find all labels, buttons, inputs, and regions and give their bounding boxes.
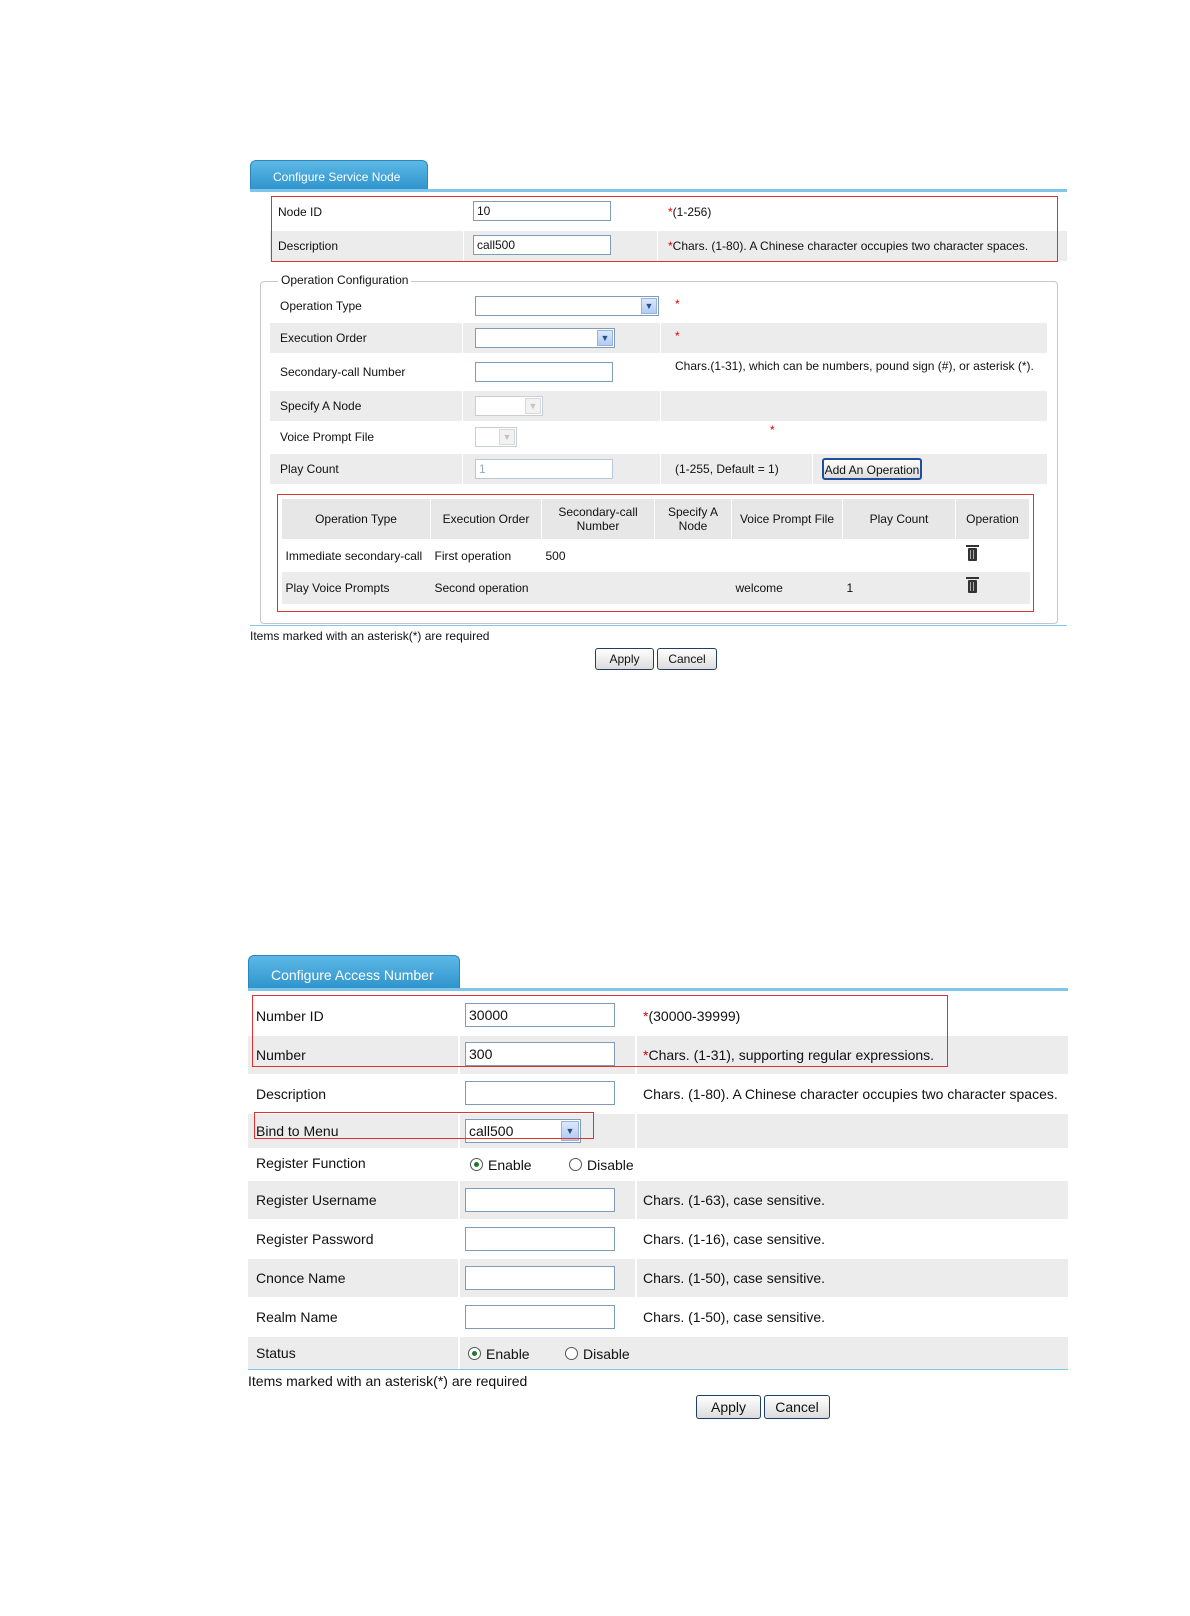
service-node-panel <box>250 160 1067 670</box>
cell-node <box>655 572 732 604</box>
voice-prompt-row <box>270 422 1047 452</box>
cell-operation <box>956 540 1030 573</box>
number-id-label: Number ID <box>256 1008 324 1024</box>
tab-underline <box>250 189 1067 192</box>
col-play-count: Play Count <box>843 499 956 540</box>
bind-menu-select[interactable]: call500 ▼ <box>465 1119 581 1143</box>
operation-type-required: * <box>675 297 680 311</box>
operations-table <box>281 498 1030 604</box>
description-row <box>248 1075 1068 1113</box>
realm-name-input[interactable] <box>465 1305 615 1329</box>
trash-icon[interactable] <box>968 580 977 593</box>
operation-type-label: Operation Type <box>280 299 362 313</box>
cell-secondary: 500 <box>545 549 566 563</box>
col-operation: Operation <box>956 499 1030 540</box>
register-password-hint: Chars. (1-16), case sensitive. <box>643 1231 826 1247</box>
cell-voice <box>732 540 843 573</box>
number-hint: *Chars. (1-31), supporting regular expressions. <box>643 1047 935 1063</box>
col-execution-order: Execution Order <box>431 499 542 540</box>
cancel-button[interactable]: Cancel <box>764 1395 830 1419</box>
highlight-bind-menu <box>254 1112 594 1139</box>
specify-node-row <box>270 391 1047 421</box>
cell-order: First operation <box>434 549 512 563</box>
cell-type: Immediate secondary-call <box>285 549 423 563</box>
cnonce-name-input[interactable] <box>465 1266 615 1290</box>
number-label: Number <box>256 1047 306 1063</box>
cell-type: Play Voice Prompts <box>282 572 431 604</box>
voice-prompt-required: * <box>770 423 775 437</box>
description-label: Description <box>278 239 339 253</box>
register-enable-radio[interactable] <box>470 1158 483 1171</box>
description-label: Description <box>256 1086 327 1102</box>
register-function-label: Register Function <box>256 1155 366 1171</box>
cnonce-name-hint: Chars. (1-50), case sensitive. <box>643 1270 826 1286</box>
cell-node <box>655 540 732 573</box>
table-header-row <box>282 499 1030 540</box>
specify-node-label: Specify A Node <box>280 399 362 413</box>
cell-count: 1 <box>843 572 956 604</box>
register-password-label: Register Password <box>256 1231 374 1247</box>
tab-underline <box>248 988 1068 991</box>
voice-prompt-select[interactable] <box>475 427 517 447</box>
col-operation-type: Operation Type <box>282 499 431 540</box>
register-disable-label: Disable <box>587 1157 634 1173</box>
cell-operation <box>956 572 1030 604</box>
register-function-row <box>248 1148 1068 1180</box>
number-id-hint: *(30000-39999) <box>643 1008 741 1024</box>
register-disable-radio[interactable] <box>569 1158 582 1171</box>
play-count-label: Play Count <box>280 462 339 476</box>
cnonce-name-row <box>248 1259 1068 1297</box>
realm-name-hint: Chars. (1-50), case sensitive. <box>643 1309 826 1325</box>
status-disable-label: Disable <box>583 1346 630 1362</box>
secondary-call-row <box>270 353 1047 391</box>
node-id-label: Node ID <box>278 205 323 219</box>
tab-configure-service-node[interactable]: Configure Service Node <box>250 160 428 190</box>
operation-config-legend: Operation Configuration <box>278 273 411 287</box>
table-row <box>282 540 1030 573</box>
col-voice-prompt: Voice Prompt File <box>732 499 843 540</box>
chevron-down-icon: ▼ <box>525 398 541 414</box>
execution-order-required: * <box>675 329 680 343</box>
apply-button[interactable]: Apply <box>595 648 654 670</box>
operation-type-row <box>270 291 1047 321</box>
status-label: Status <box>256 1345 296 1361</box>
trash-icon[interactable] <box>968 548 977 561</box>
register-username-row <box>248 1181 1068 1219</box>
footer-divider <box>248 1369 1068 1370</box>
status-row <box>248 1337 1068 1369</box>
cnonce-name-label: Cnonce Name <box>256 1270 346 1286</box>
register-username-hint: Chars. (1-63), case sensitive. <box>643 1192 826 1208</box>
footer-divider <box>250 625 1067 626</box>
chevron-down-icon: ▼ <box>597 330 613 346</box>
play-count-hint: (1-255, Default = 1) <box>675 462 779 476</box>
add-operation-button[interactable]: Add An Operation <box>822 458 922 480</box>
register-enable-label: Enable <box>488 1157 532 1173</box>
bind-menu-label: Bind to Menu <box>256 1123 339 1139</box>
execution-order-label: Execution Order <box>280 331 367 345</box>
description-input[interactable] <box>465 1081 615 1105</box>
cell-count <box>843 540 956 573</box>
tab-configure-access-number[interactable]: Configure Access Number <box>248 955 460 989</box>
secondary-call-input[interactable] <box>475 362 613 382</box>
status-enable-radio[interactable] <box>468 1347 481 1360</box>
realm-name-row <box>248 1298 1068 1336</box>
status-enable-label: Enable <box>486 1346 530 1362</box>
cell-order: Second operation <box>431 572 542 604</box>
register-password-input[interactable] <box>465 1227 615 1251</box>
required-footnote: Items marked with an asterisk(*) are required <box>248 1373 528 1389</box>
cell-secondary <box>542 572 655 604</box>
access-number-panel <box>248 955 1068 1425</box>
voice-prompt-label: Voice Prompt File <box>280 430 375 444</box>
col-specify-node: Specify A Node <box>655 499 732 540</box>
execution-order-select[interactable] <box>475 328 615 348</box>
node-id-hint: *(1-256) <box>668 205 712 219</box>
required-footnote: Items marked with an asterisk(*) are required <box>250 629 490 643</box>
execution-order-row <box>270 323 1047 353</box>
apply-button[interactable]: Apply <box>696 1395 761 1419</box>
highlight-node-fields <box>271 196 1058 262</box>
secondary-call-label: Secondary-call Number <box>280 365 406 379</box>
play-count-input[interactable] <box>475 459 613 479</box>
highlight-number-fields <box>252 995 948 1067</box>
secondary-call-hint: Chars.(1-31), which can be numbers, pound sign (#), or asterisk (*). <box>675 359 1034 373</box>
realm-name-label: Realm Name <box>256 1309 338 1325</box>
description-hint: Chars. (1-80). A Chinese character occupies two character spaces. <box>643 1086 1058 1102</box>
register-username-label: Register Username <box>256 1192 377 1208</box>
description-hint: *Chars. (1-80). A Chinese character occupies two character spaces. <box>668 239 1029 253</box>
chevron-down-icon: ▼ <box>641 298 657 314</box>
operation-type-select[interactable] <box>475 296 659 316</box>
col-secondary-call: Secondary-call Number <box>542 499 655 540</box>
chevron-down-icon: ▼ <box>499 429 515 445</box>
register-username-input[interactable] <box>465 1188 615 1212</box>
cancel-button[interactable]: Cancel <box>657 648 717 670</box>
register-password-row <box>248 1220 1068 1258</box>
specify-node-select[interactable] <box>475 396 543 416</box>
chevron-down-icon: ▼ <box>561 1121 579 1141</box>
cell-voice: welcome <box>732 572 843 604</box>
status-disable-radio[interactable] <box>565 1347 578 1360</box>
table-row <box>282 572 1030 604</box>
play-count-row <box>270 454 1047 484</box>
